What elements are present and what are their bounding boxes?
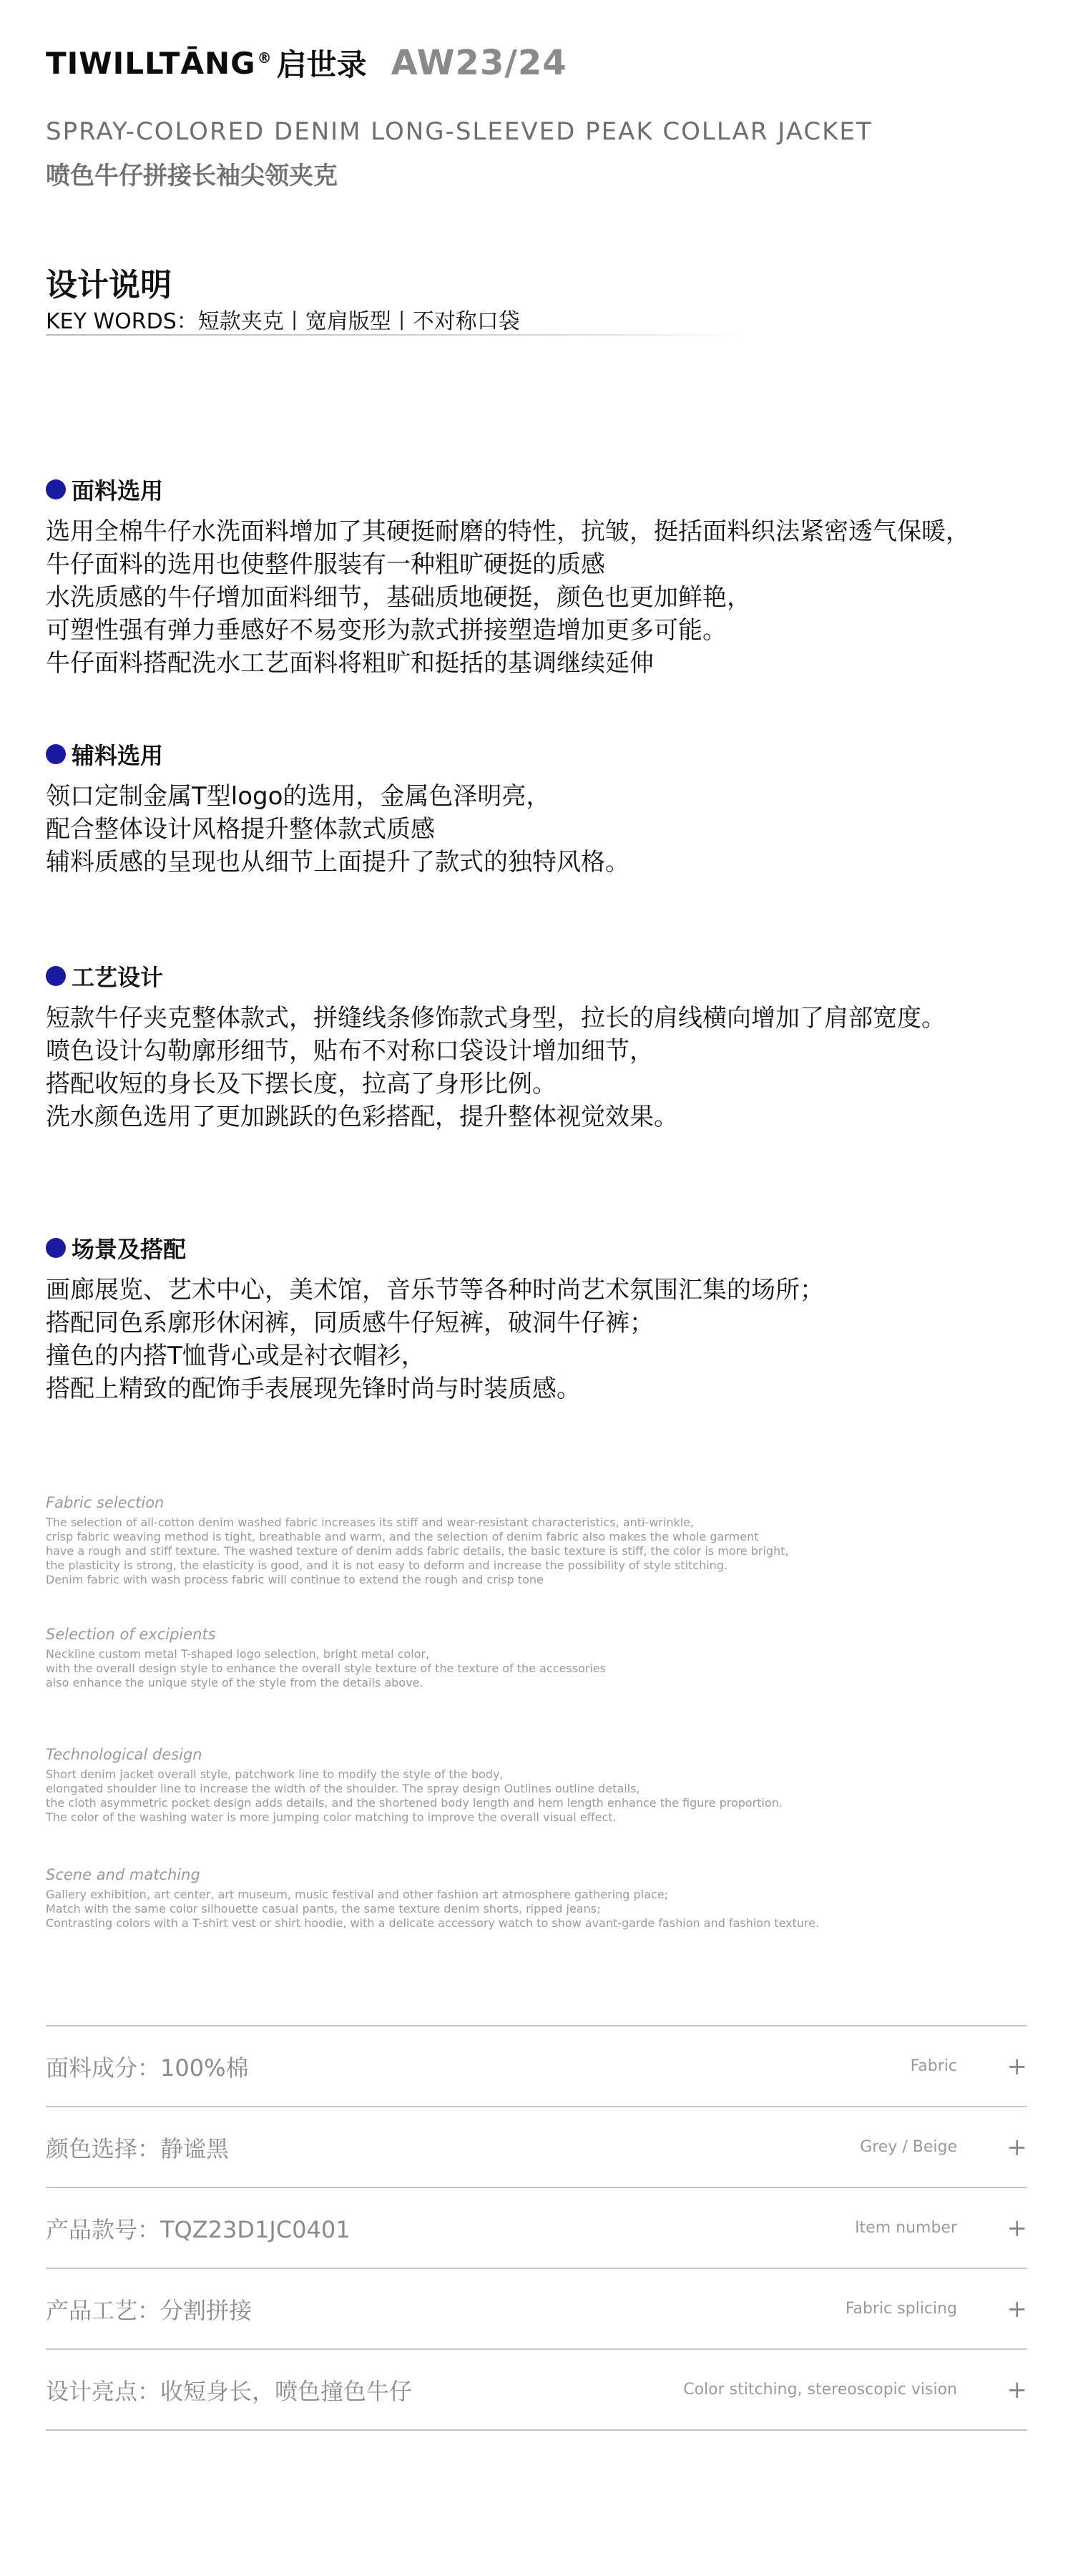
body-line: 洗水颜色选用了更加跳跃的色彩搭配，提升整体视觉效果。: [46, 1103, 678, 1131]
section-title: [46, 960, 1033, 992]
product-title-chinese: 喷色牛仔拼接长袖尖领夹克: [46, 162, 338, 190]
body-line: 牛仔面料搭配洗水工艺面料将粗旷和挺括的基调继续延伸: [46, 649, 654, 678]
body-line: 喷色设计勾勒廓形细节，贴布不对称口袋设计增加细节，: [46, 1037, 654, 1065]
body-line: 水洗质感的牛仔增加面料细节，基础质地硬挺，颜色也更加鲜艳，: [46, 583, 751, 612]
spec-row-highlight[interactable]: [46, 2350, 1027, 2431]
spec-row-item-number[interactable]: [46, 2188, 1027, 2269]
bullet-dot-icon: [46, 744, 66, 764]
section-title-text: 辅料选用: [72, 742, 164, 769]
section-fabric: [46, 474, 1033, 680]
section-body: [46, 1274, 1033, 1405]
english-note-line: The color of the washing water is more jumping color matching to improve the overall visual effect.: [46, 1810, 617, 1824]
english-note-line: Contrasting colors with a T-shirt vest or shirt hoodie, with a delicate accessory watch to show avant-garde fashion and fashion texture.: [46, 1916, 820, 1930]
spec-row-fabric[interactable]: [46, 2026, 1027, 2107]
brand-logo: [46, 46, 273, 81]
plus-icon[interactable]: +: [1006, 2375, 1027, 2404]
english-note-line: Neckline custom metal T-shaped logo selection, bright metal color,: [46, 1647, 430, 1661]
spec-label: 颜色选择：静谧黑: [46, 2135, 230, 2162]
spec-english: Color stitching, stereoscopic vision: [683, 2381, 957, 2399]
body-line: 领口定制金属T型logo的选用，金属色泽明亮，: [46, 782, 551, 811]
section-title: [46, 474, 1033, 505]
spec-label: 产品款号：TQZ23D1JC0401: [46, 2215, 351, 2243]
spec-english: Item number: [855, 2219, 957, 2237]
body-line: 可塑性强有弹力垂感好不易变形为款式拼接塑造增加更多可能。: [46, 616, 727, 645]
english-note-title: Scene and matching: [46, 1866, 200, 1883]
bullet-dot-icon: [46, 479, 66, 499]
body-line: 选用全棉牛仔水洗面料增加了其硬挺耐磨的特性，抗皱，挺括面料织法紧密透气保暖，: [46, 517, 970, 546]
english-note-line: crisp fabric weaving method is tight, breathable and warm, and the selection of denim fabric also makes the whole garment: [46, 1530, 759, 1543]
section-title-text: 面料选用: [72, 477, 164, 504]
season-label: AW23/24: [391, 43, 567, 83]
english-note-line: the cloth asymmetric pocket design adds details, and the shortened body length and hem length enhance the figure proportion.: [46, 1796, 783, 1810]
english-note-technology: [46, 1746, 976, 1825]
section-title: [46, 1232, 1033, 1264]
english-note-line: Short denim jacket overall style, patchwork line to modify the style of the body,: [46, 1767, 504, 1781]
english-note-title: Fabric selection: [46, 1494, 165, 1511]
spec-label: 设计亮点：收短身长，喷色撞色牛仔: [46, 2377, 413, 2405]
english-note-line: The selection of all-cotton denim washed fabric increases its stiff and wear-resistant characteristics, anti-wrinkle,: [46, 1516, 695, 1529]
english-note-title: Technological design: [46, 1746, 202, 1763]
english-note-line: Denim fabric with wash process fabric will continue to extend the rough and crisp tone: [46, 1573, 544, 1586]
body-line: 搭配上精致的配饰手表展现先锋时尚与时装质感。: [46, 1375, 581, 1403]
english-note-line: Match with the same color silhouette casual pants, the same texture denim shorts, ripped jeans;: [46, 1902, 601, 1916]
plus-icon[interactable]: +: [1006, 2051, 1027, 2081]
english-note-excipients: [46, 1626, 976, 1690]
section-accessories: [46, 738, 1033, 879]
section-title-text: 场景及搭配: [72, 1236, 187, 1263]
body-line: 牛仔面料的选用也使整件服装有一种粗旷硬挺的质感: [46, 550, 605, 579]
section-title: [46, 738, 1033, 770]
body-line: 短款牛仔夹克整体款式，拼缝线条修饰款式身型，拉长的肩线横向增加了肩部宽度。: [46, 1004, 946, 1033]
spec-english: Grey / Beige: [860, 2138, 957, 2156]
section-body: [46, 780, 1033, 879]
section-body: [46, 1002, 1033, 1133]
plus-icon[interactable]: +: [1006, 2132, 1027, 2162]
keywords-line: KEY WORDS：短款夹克丨宽肩版型丨不对称口袋: [46, 309, 520, 334]
spec-english: Fabric: [910, 2057, 957, 2075]
english-note-line: elongated shoulder line to increase the width of the shoulder. The spray design Outlines outline details,: [46, 1782, 640, 1795]
body-line: 搭配同色系廓形休闲裤，同质感牛仔短裤，破洞牛仔裤；: [46, 1309, 654, 1337]
english-note-line: have a rough and stiff texture. The washed texture of denim adds fabric details, the basic texture is stiff, the color is more bright,: [46, 1544, 789, 1558]
english-note-scene: [46, 1866, 976, 1931]
brand-header: [46, 42, 567, 84]
brand-logo-text: TIWILLTĀNG: [46, 45, 256, 81]
body-line: 撞色的内搭T恤背心或是衬衣帽衫，: [46, 1342, 426, 1370]
body-line: 搭配收短的身长及下摆长度，拉高了身形比例。: [46, 1070, 557, 1098]
spec-row-color[interactable]: [46, 2107, 1027, 2188]
section-scene: [46, 1232, 1033, 1405]
english-note-line: Gallery exhibition, art center, art museum, music festival and other fashion art atmosphere gathering place;: [46, 1888, 668, 1901]
body-line: 画廊展览、艺术中心，美术馆，音乐节等各种时尚艺术氛围汇集的场所；: [46, 1276, 824, 1304]
product-title-english: SPRAY-COLORED DENIM LONG-SLEEVED PEAK COLLAR JACKET: [46, 117, 873, 146]
plus-icon[interactable]: +: [1006, 2294, 1027, 2323]
spec-row-craft[interactable]: [46, 2269, 1027, 2350]
english-note-fabric: [46, 1494, 976, 1587]
body-line: 配合整体设计风格提升整体款式质感: [46, 815, 435, 844]
body-line: 辅料质感的呈现也从细节上面提升了款式的独特风格。: [46, 848, 629, 877]
english-note-line: with the overall design style to enhance the overall style texture of the texture of the accessories: [46, 1662, 607, 1675]
plus-icon[interactable]: +: [1006, 2213, 1027, 2243]
section-craft: [46, 960, 1033, 1133]
design-notes-heading: 设计说明: [46, 267, 172, 303]
spec-label: 面料成分：100%棉: [46, 2054, 249, 2082]
english-note-line: also enhance the unique style of the style from the details above.: [46, 1676, 423, 1689]
english-note-line: the plasticity is strong, the elasticity is good, and it is not easy to deform and increase the possibility of style stitching.: [46, 1558, 728, 1572]
keywords-divider: [46, 334, 747, 336]
bullet-dot-icon: [46, 1238, 66, 1258]
spec-list: [46, 2025, 1027, 2431]
registered-mark: ®: [257, 49, 273, 67]
english-note-title: Selection of excipients: [46, 1626, 216, 1643]
bullet-dot-icon: [46, 966, 66, 986]
spec-label: 产品工艺：分割拼接: [46, 2296, 253, 2324]
section-title-text: 工艺设计: [72, 964, 164, 991]
brand-chinese-name: 启世录: [276, 47, 367, 82]
spec-english: Fabric splicing: [845, 2300, 957, 2318]
section-body: [46, 515, 1033, 680]
